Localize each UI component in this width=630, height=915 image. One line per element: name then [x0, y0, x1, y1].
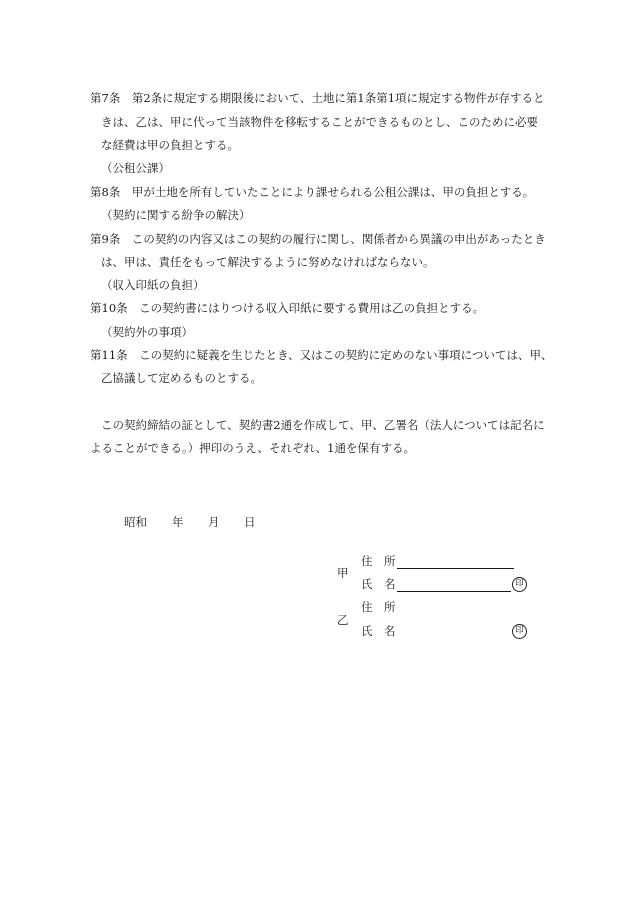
heading-article-8: （公租公課） — [101, 161, 170, 175]
closing-line-2: よることができる。）押印のうえ、それぞれ、1通を保有する。 — [90, 441, 415, 455]
date-month: 月 — [208, 515, 220, 529]
heading-article-9: （契約に関する紛争の解決） — [101, 208, 251, 222]
party-a-name-line — [397, 591, 511, 592]
party-a-name-label: 氏 名 — [361, 577, 396, 591]
article-9-line-1: 第9条 この契約の内容又はこの契約の履行に関し、関係者から異議の申出があったとき — [90, 232, 546, 246]
party-b-address-label: 住 所 — [361, 600, 396, 614]
heading-article-11: （契約外の事項） — [101, 325, 193, 339]
article-7-line-2: きは、乙は、甲に代って当該物件を移転することができるものとし、このために必要 — [101, 115, 538, 129]
party-a-address-label: 住 所 — [361, 554, 396, 568]
party-b-seal-mark: 印 — [512, 624, 527, 639]
article-8-line-1: 第8条 甲が土地を所有していたことにより課せられる公租公課は、甲の負担とする。 — [90, 185, 535, 199]
article-10-line-1: 第10条 この契約書にはりつける収入印紙に要する費用は乙の負担とする。 — [90, 301, 485, 315]
party-a-seal-mark: 印 — [512, 577, 527, 592]
date-year: 年 — [172, 515, 184, 529]
party-a-address-line — [397, 568, 514, 569]
party-b-label: 乙 — [337, 613, 349, 627]
article-7-line-1: 第7条 第2条に規定する期限後において、土地に第1条第1項に規定する物件が存すると — [90, 91, 545, 105]
heading-article-10: （収入印紙の負担） — [101, 278, 205, 292]
party-b-name-label: 氏 名 — [361, 624, 396, 638]
article-11-line-2: 乙協議して定めるものとする。 — [101, 371, 262, 385]
article-9-line-2: は、甲は、責任をもって解決するように努めなければならない。 — [101, 255, 435, 269]
article-11-line-1: 第11条 この契約に疑義を生じたとき、又はこの契約に定めのない事項については、甲、 — [90, 348, 553, 362]
party-a-label: 甲 — [337, 566, 349, 580]
article-7-line-3: な経費は甲の負担とする。 — [101, 138, 239, 152]
date-era: 昭和 — [124, 515, 147, 529]
date-day: 日 — [244, 515, 256, 529]
closing-line-1: この契約締結の証として、契約書2通を作成して、甲、乙署名（法人については記名に — [101, 418, 545, 432]
